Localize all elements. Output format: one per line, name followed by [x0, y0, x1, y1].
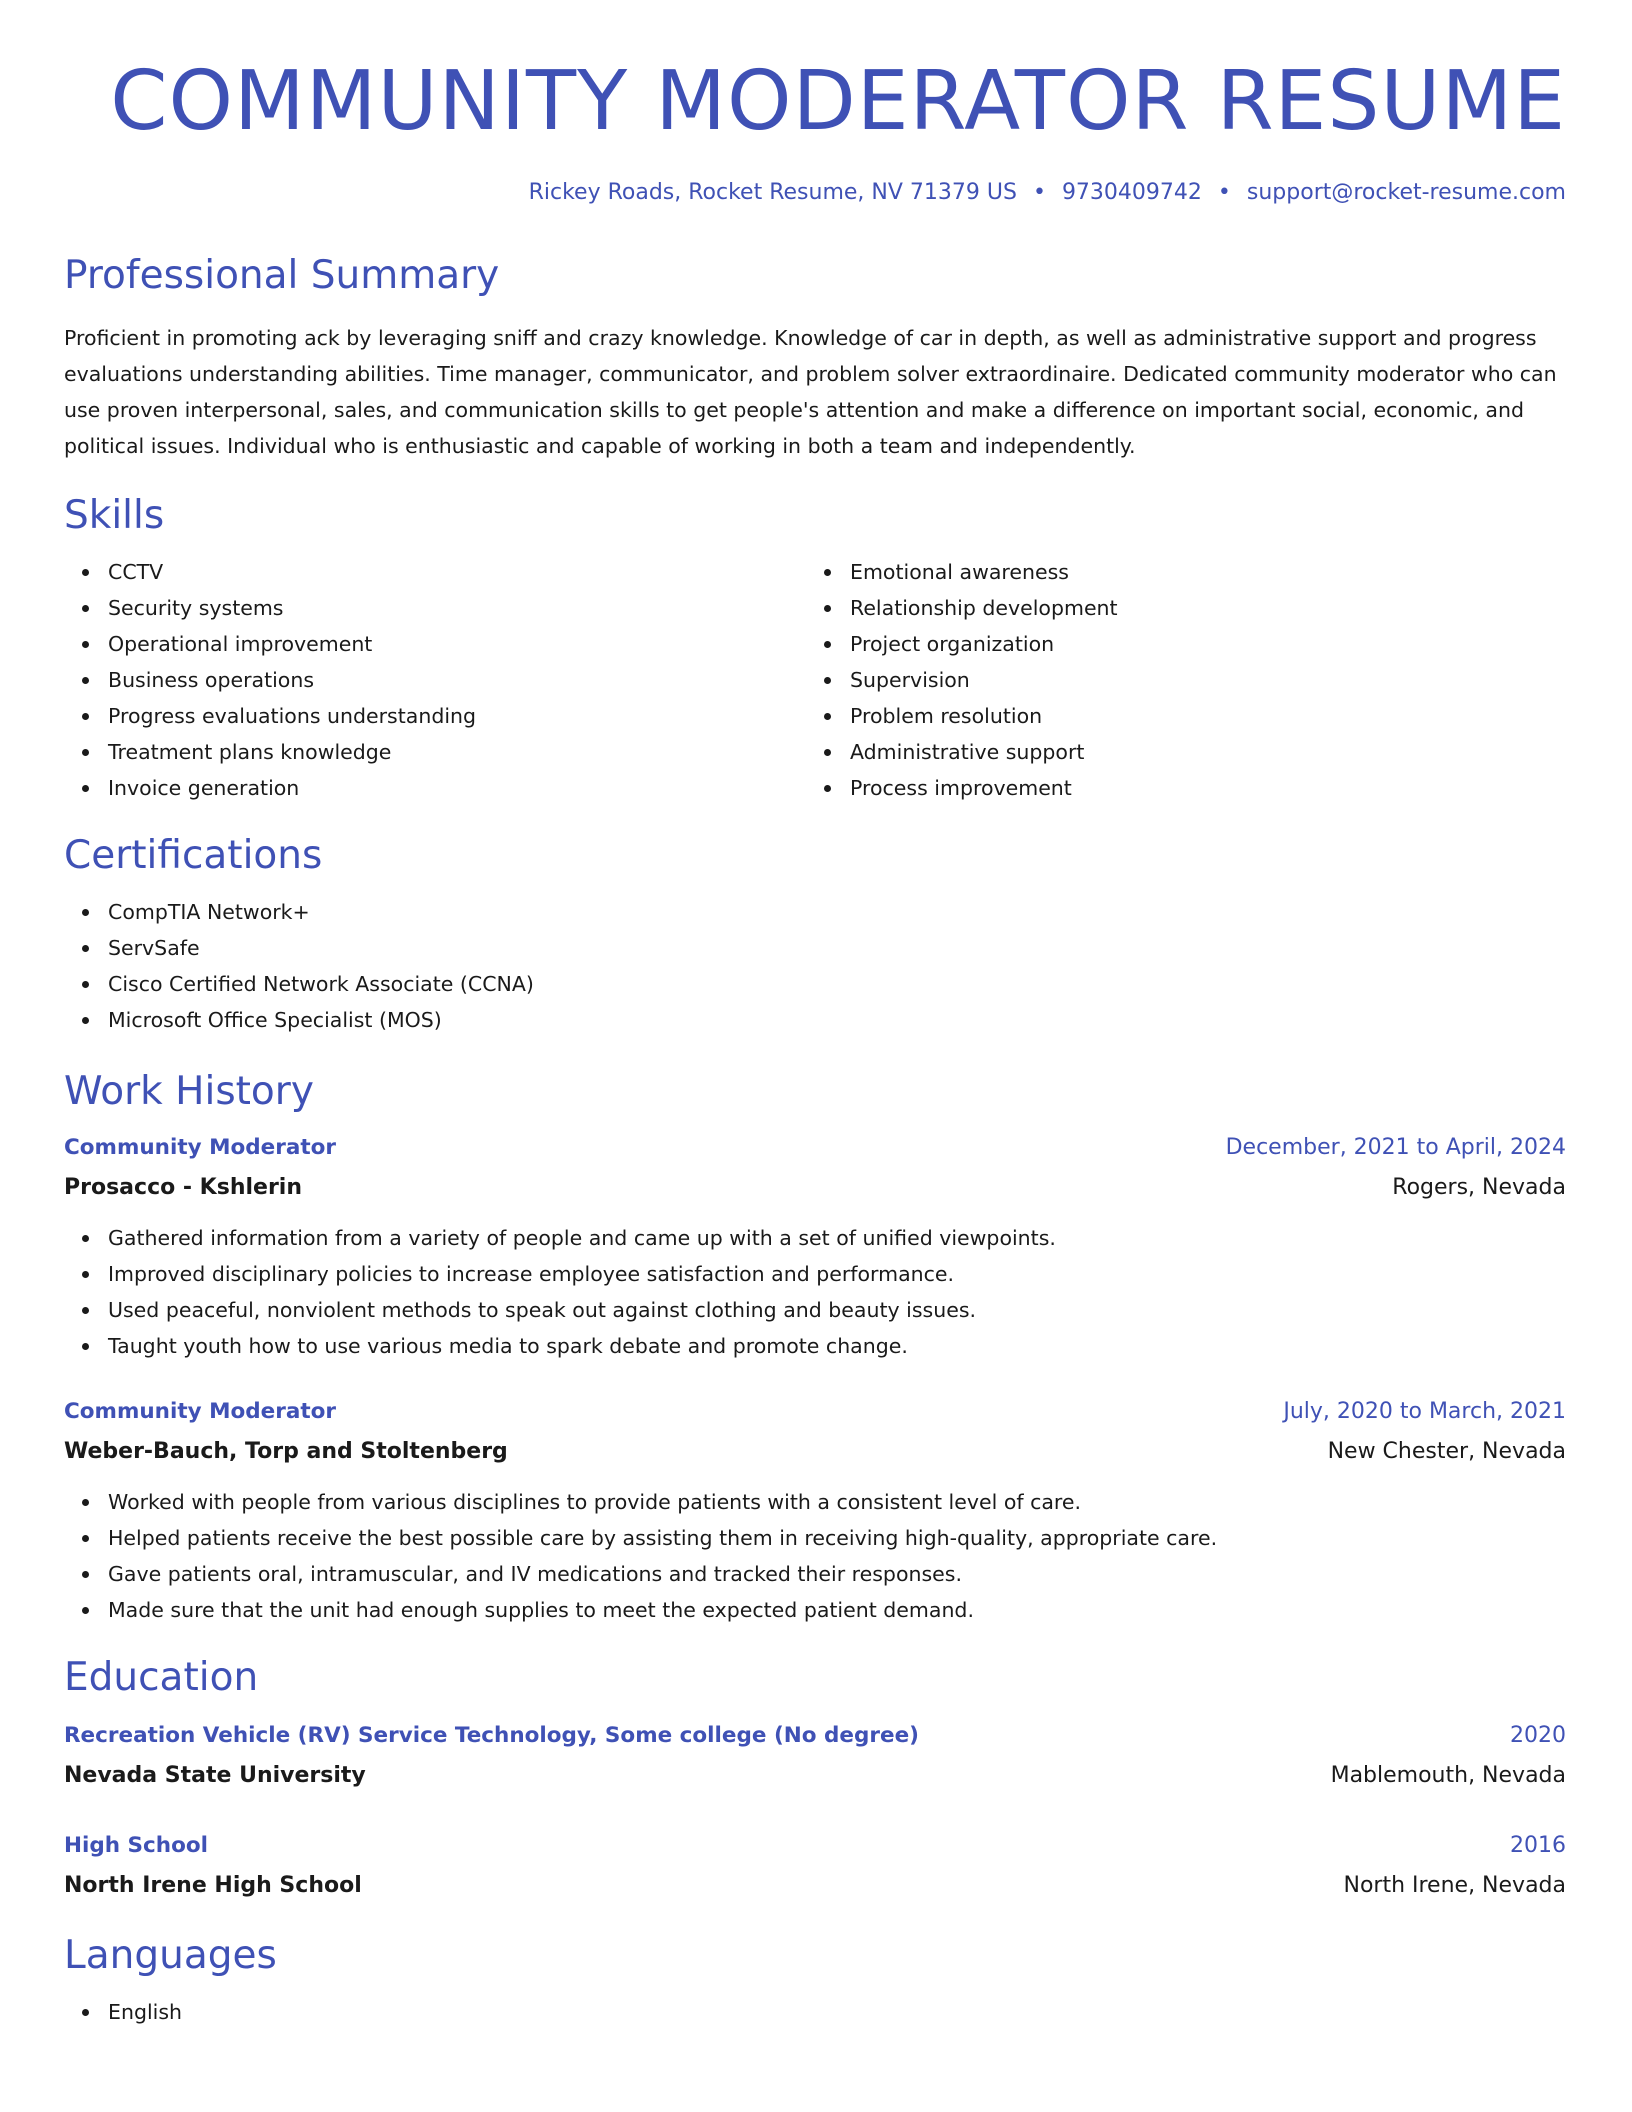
contact-separator: •	[1217, 180, 1231, 205]
education-year: 2016	[1510, 1833, 1566, 1858]
job-duties-list	[64, 1484, 1566, 1628]
job-duty-item: Made sure that the unit had enough supplies to meet the expected patient demand.	[64, 1592, 1566, 1628]
job-duty-item: Helped patients receive the best possible care by assisting them in receiving high-quality, appropriate care.	[64, 1520, 1566, 1556]
resume-title: COMMUNITY MODERATOR RESUME	[110, 54, 1566, 149]
work-history-heading: Work History	[64, 1069, 314, 1114]
education-heading: Education	[64, 1655, 259, 1700]
education-year: 2020	[1510, 1723, 1566, 1748]
certification-item: CompTIA Network+	[64, 894, 1566, 930]
job-dates: July, 2020 to March, 2021	[1283, 1399, 1566, 1424]
job-duty-item: Worked with people from various disciplines to provide patients with a consistent level of care.	[64, 1484, 1566, 1520]
skill-item: Operational improvement	[64, 626, 806, 662]
summary-heading: Professional Summary	[64, 253, 500, 298]
contact-phone: 9730409742	[1061, 180, 1202, 205]
skill-item: Project organization	[806, 626, 1548, 662]
job-duty-item: Improved disciplinary policies to increase employee satisfaction and performance.	[64, 1256, 1566, 1292]
contact-line	[64, 178, 1566, 208]
contact-email[interactable]: support@rocket-resume.com	[1246, 180, 1566, 205]
education-degree: Recreation Vehicle (RV) Service Technology, Some college (No degree)	[64, 1723, 919, 1748]
summary-section	[64, 252, 1566, 464]
summary-text: Proficient in promoting ack by leveraging sniff and crazy knowledge. Knowledge of car in depth, as well as administrative support and progress evaluations understanding abilities. Time manager, communicator, and problem solver extraordinaire. Dedicated community moderator who can use proven interpersonal, sales, and communication skills to get people's attention and make a difference on important social, economic, and political issues. Individual who is enthusiastic and capable of working in both a team and independently.	[64, 326, 1557, 458]
job-title: Community Moderator	[64, 1399, 337, 1424]
job-company: Prosacco - Kshlerin	[64, 1175, 302, 1200]
skill-item: Relationship development	[806, 590, 1548, 626]
skill-item: Security systems	[64, 590, 806, 626]
skill-item: Invoice generation	[64, 770, 806, 806]
job-duty-item: Gathered information from a variety of people and came up with a set of unified viewpoints.	[64, 1220, 1566, 1256]
skill-item: Administrative support	[806, 734, 1548, 770]
education-school: North Irene High School	[64, 1873, 362, 1898]
education-location: North Irene, Nevada	[1343, 1873, 1566, 1898]
education-location: Mablemouth, Nevada	[1330, 1763, 1566, 1788]
contact-separator: •	[1032, 180, 1046, 205]
job-location: Rogers, Nevada	[1392, 1175, 1566, 1200]
skills-list-right	[806, 554, 1548, 806]
certifications-list	[64, 894, 1566, 1038]
education-degree: High School	[64, 1833, 208, 1858]
skill-item: Business operations	[64, 662, 806, 698]
skills-list-left	[64, 554, 806, 806]
education-entry	[64, 1826, 1566, 1906]
job-duty-item: Taught youth how to use various media to spark debate and promote change.	[64, 1328, 1566, 1364]
job-company-row	[64, 1432, 1566, 1472]
skill-item: Process improvement	[806, 770, 1548, 806]
work-history-section	[64, 1068, 1566, 1628]
job-title: Community Moderator	[64, 1135, 337, 1160]
contact-address: Rickey Roads, Rocket Resume, NV 71379 US	[528, 180, 1017, 205]
job-dates: December, 2021 to April, 2024	[1225, 1135, 1566, 1160]
skill-item: Emotional awareness	[806, 554, 1548, 590]
education-section	[64, 1654, 1566, 1906]
education-school-row	[64, 1866, 1566, 1906]
skills-heading: Skills	[64, 493, 165, 538]
job-duty-item: Used peaceful, nonviolent methods to speak out against clothing and beauty issues.	[64, 1292, 1566, 1328]
skill-item: Progress evaluations understanding	[64, 698, 806, 734]
certification-item: Cisco Certified Network Associate (CCNA)	[64, 966, 1566, 1002]
skill-item: Treatment plans knowledge	[64, 734, 806, 770]
certification-item: ServSafe	[64, 930, 1566, 966]
education-entry	[64, 1716, 1566, 1796]
job-company-row	[64, 1168, 1566, 1208]
skill-item: Problem resolution	[806, 698, 1548, 734]
languages-list	[64, 1994, 1566, 2030]
job-entry	[64, 1392, 1566, 1628]
resume-page	[64, 0, 1566, 2030]
job-entry	[64, 1128, 1566, 1364]
skills-grid	[64, 554, 1566, 806]
skill-item: Supervision	[806, 662, 1548, 698]
job-duties-list	[64, 1220, 1566, 1364]
language-item: English	[64, 1994, 1566, 2030]
job-title-row	[64, 1128, 1566, 1168]
education-degree-row	[64, 1826, 1566, 1866]
education-degree-row	[64, 1716, 1566, 1756]
certifications-section	[64, 832, 1566, 1038]
skills-section	[64, 492, 1566, 806]
languages-section	[64, 1932, 1566, 2030]
job-title-row	[64, 1392, 1566, 1432]
skill-item: CCTV	[64, 554, 806, 590]
certification-item: Microsoft Office Specialist (MOS)	[64, 1002, 1566, 1038]
certifications-heading: Certifications	[64, 833, 323, 878]
education-school-row	[64, 1756, 1566, 1796]
languages-heading: Languages	[64, 1933, 277, 1978]
job-duty-item: Gave patients oral, intramuscular, and IV medications and tracked their responses.	[64, 1556, 1566, 1592]
education-school: Nevada State University	[64, 1763, 366, 1788]
job-location: New Chester, Nevada	[1327, 1439, 1566, 1464]
job-company: Weber-Bauch, Torp and Stoltenberg	[64, 1439, 508, 1464]
